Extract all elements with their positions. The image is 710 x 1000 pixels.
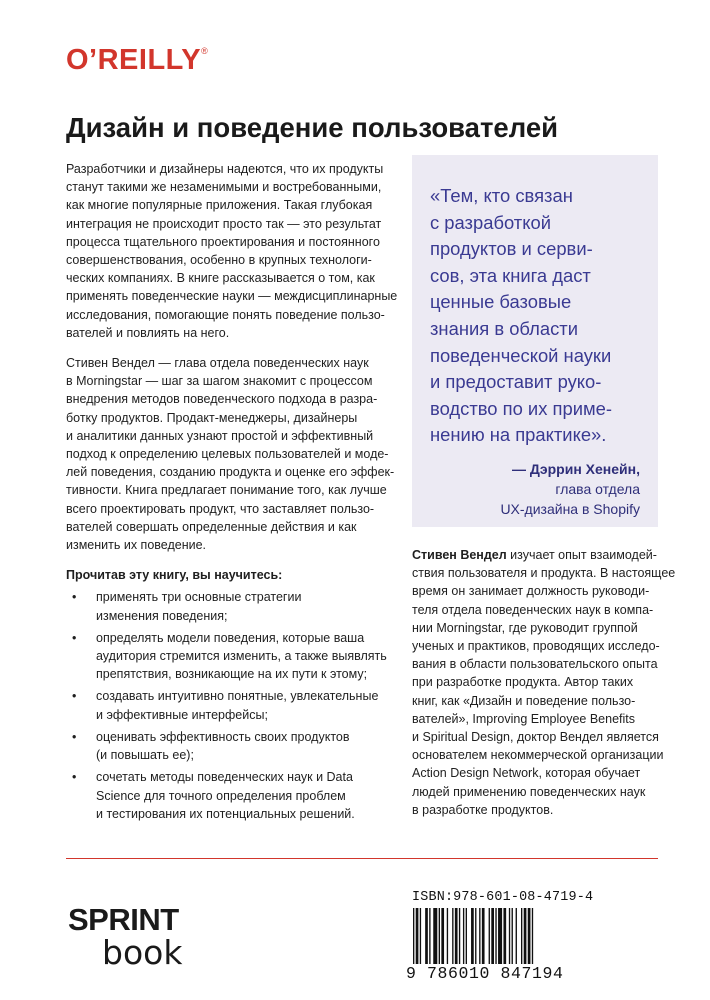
- text-line: ческих компаниях. В книге рассказывается о том, как: [66, 271, 375, 286]
- barcode-bar: [441, 908, 444, 964]
- quote-box: [412, 155, 658, 527]
- barcode-bar: [455, 908, 458, 964]
- quote-line: продуктов и серви-: [430, 238, 593, 260]
- text-line: вателей и повлиять на него.: [66, 325, 230, 340]
- text-line: аудитория стремится изменить, а также выявлять: [96, 649, 387, 664]
- sprint-logo-text: SPRINT: [68, 902, 179, 937]
- barcode-bar: [521, 908, 522, 964]
- text-line: время он занимает должность руководи-: [412, 584, 650, 599]
- barcode-bar: [416, 908, 419, 964]
- list-item: [66, 687, 396, 723]
- text-line: изменить их поведение.: [66, 538, 207, 553]
- text-line: лей поведения, созданию продукта и оценке его эффек-: [66, 465, 395, 480]
- book-logo-text: book: [102, 933, 183, 970]
- text-line: вания в области пользовательского опыта: [412, 657, 658, 672]
- quote-author-company: UX-дизайна в Shopify: [500, 500, 640, 517]
- book-title: Дизайн и поведение пользователей: [66, 112, 559, 143]
- text-line: внедрения методов поведенческого подхода в разра-: [66, 392, 378, 407]
- text-line: Science для точного определения проблем: [96, 788, 346, 803]
- barcode-bar: [503, 908, 506, 964]
- text-line: и эффективные интерфейсы;: [96, 707, 268, 722]
- quote-text: [430, 183, 640, 449]
- text-line: препятствия, возникающие на их пути к этому;: [96, 667, 368, 682]
- list-item: [66, 588, 396, 624]
- text-line: ученых и практиков, проводящих исследо-: [412, 639, 660, 654]
- text-line: основателем некоммерческой организации: [412, 748, 664, 763]
- barcode: [412, 908, 658, 964]
- registered-mark: ®: [201, 46, 209, 56]
- text-line: станут такими же незаменимыми и востребованными,: [66, 180, 382, 195]
- bullet-icon: •: [72, 770, 77, 785]
- description-column: [66, 160, 396, 827]
- intro-paragraph-1: [66, 160, 396, 342]
- text-line: Стивен Вендел — глава отдела поведенческих наук: [66, 356, 369, 371]
- bullet-icon: •: [72, 590, 77, 605]
- quote-line: и предоставит руко-: [430, 371, 602, 393]
- text-line: вателей совершать определенные действия и как: [66, 519, 357, 534]
- text-line: и тестирования их потенциальных решений.: [96, 806, 355, 821]
- barcode-bar: [516, 908, 517, 964]
- text-line: и аналитики данных узнают простой и эффективный: [66, 428, 374, 443]
- quote-line: с разработкой: [430, 211, 551, 233]
- barcode-bar: [509, 908, 510, 964]
- text-line: исследования, помогающие понять поведение пользо-: [66, 307, 385, 322]
- text-line: [412, 546, 672, 564]
- barcode-bar: [463, 908, 464, 964]
- barcode-bar: [452, 908, 453, 964]
- text-line: оценивать эффективность своих продуктов: [96, 729, 350, 744]
- barcode-bar: [459, 908, 460, 964]
- author-name: Стивен Вендел: [412, 548, 507, 562]
- text-line: как многие популярные приложения. Такая глубокая: [66, 198, 373, 213]
- list-item: [66, 629, 396, 684]
- text-fragment: изучает опыт взаимодей-: [506, 548, 657, 562]
- text-line: ствия пользователя и продукта. В настоящее: [412, 566, 676, 581]
- text-line: определять модели поведения, которые ваша: [96, 630, 365, 645]
- list-item: [66, 768, 396, 823]
- text-line: в Morningstar — шаг за шагом знакомит с процессом: [66, 374, 373, 389]
- text-line: ботку продуктов. Продакт-менеджеры, дизайнеры: [66, 410, 358, 425]
- quote-line: «Тем, кто связан: [430, 185, 573, 206]
- barcode-bar: [528, 908, 531, 964]
- text-line: применять три основные стратегии: [96, 590, 302, 605]
- text-line: книг, как «Дизайн и поведение пользо-: [412, 693, 636, 708]
- barcode-bar: [479, 908, 480, 964]
- text-line: людей применению поведенческих наук: [412, 784, 646, 799]
- intro-paragraph-2: [66, 354, 396, 554]
- barcode-bar: [425, 908, 428, 964]
- text-line: применять поведенческие науки — междисциплинарные: [66, 289, 398, 304]
- barcode-bar: [512, 908, 513, 964]
- barcode-bar: [447, 908, 448, 964]
- quote-author: — Дэррин Хенейн,: [512, 460, 640, 477]
- barcode-bar: [489, 908, 490, 964]
- barcode-bar: [495, 908, 496, 964]
- text-line: в разработке продуктов.: [412, 802, 554, 817]
- learn-list: [66, 588, 396, 822]
- quote-line: водство по их приме-: [430, 397, 612, 419]
- quote-line: знания в области: [430, 317, 578, 339]
- logo-text: O’REILLY: [66, 44, 202, 76]
- text-line: Action Design Network, которая обучает: [412, 766, 641, 781]
- text-line: Разработчики и дизайнеры надеются, что их продукты: [66, 162, 384, 176]
- barcode-bar: [466, 908, 467, 964]
- text-line: вателей», Improving Employee Benefits: [412, 711, 636, 726]
- sprint-book-logo: [66, 900, 236, 970]
- quote-attribution: [430, 459, 640, 519]
- author-bio: [412, 546, 676, 819]
- text-line: всего проектировать продукт, что заставляет пользо-: [66, 501, 375, 516]
- text-line: при разработке продукта. Автор таких: [412, 675, 634, 690]
- barcode-bar: [482, 908, 485, 964]
- barcode-bar: [524, 908, 527, 964]
- bullet-icon: •: [72, 630, 77, 645]
- text-line: нии Morningstar, где руководит группой: [412, 620, 638, 635]
- text-line: тивности. Книга предлагает понимание того, как лучше: [66, 483, 387, 498]
- quote-line: поведенческой науки: [430, 344, 612, 366]
- text-line: сочетать методы поведенческих наук и Data: [96, 770, 353, 785]
- text-line: и Spiritual Design, доктор Вендел является: [412, 730, 659, 745]
- text-line: подход к определению целевых пользователей и моде-: [66, 447, 389, 462]
- barcode-bar: [429, 908, 430, 964]
- bullet-icon: •: [72, 729, 77, 744]
- quote-author-role: глава отдела: [555, 480, 640, 497]
- text-line: (и повышать ее);: [96, 748, 194, 763]
- list-item: [66, 728, 396, 764]
- text-line: интеграция не происходит просто так — это результат: [66, 216, 382, 231]
- text-line: изменения поведения;: [96, 608, 228, 623]
- barcode-bar: [491, 908, 494, 964]
- learn-heading: Прочитав эту книгу, вы научитесь:: [66, 568, 283, 583]
- barcode-digits: 9 786010 847194: [406, 964, 564, 983]
- text-line: совершенствования, особенно в крупных технологи-: [66, 253, 372, 268]
- oreilly-logo: [66, 44, 208, 80]
- quote-line: нению на практике».: [430, 424, 607, 446]
- barcode-bar: [433, 908, 437, 964]
- barcode-bar: [413, 908, 414, 964]
- barcode-bar: [471, 908, 474, 964]
- text-line: процесса тщательного проектирования и постоянного: [66, 234, 380, 249]
- text-line: создавать интуитивно понятные, увлекательные: [96, 689, 379, 704]
- text-line: теля отдела поведенческих наук в компа-: [412, 602, 654, 617]
- isbn-label: ISBN:978-601-08-4719-4: [412, 890, 594, 905]
- quote-line: сов, эта книга даст: [430, 264, 591, 286]
- barcode-bar: [498, 908, 502, 964]
- barcode-bar: [475, 908, 476, 964]
- barcode-bar: [420, 908, 421, 964]
- quote-line: ценные базовые: [430, 291, 572, 313]
- barcode-bar: [439, 908, 440, 964]
- footer-divider: [66, 858, 658, 859]
- barcode-bar: [532, 908, 533, 964]
- bullet-icon: •: [72, 689, 77, 704]
